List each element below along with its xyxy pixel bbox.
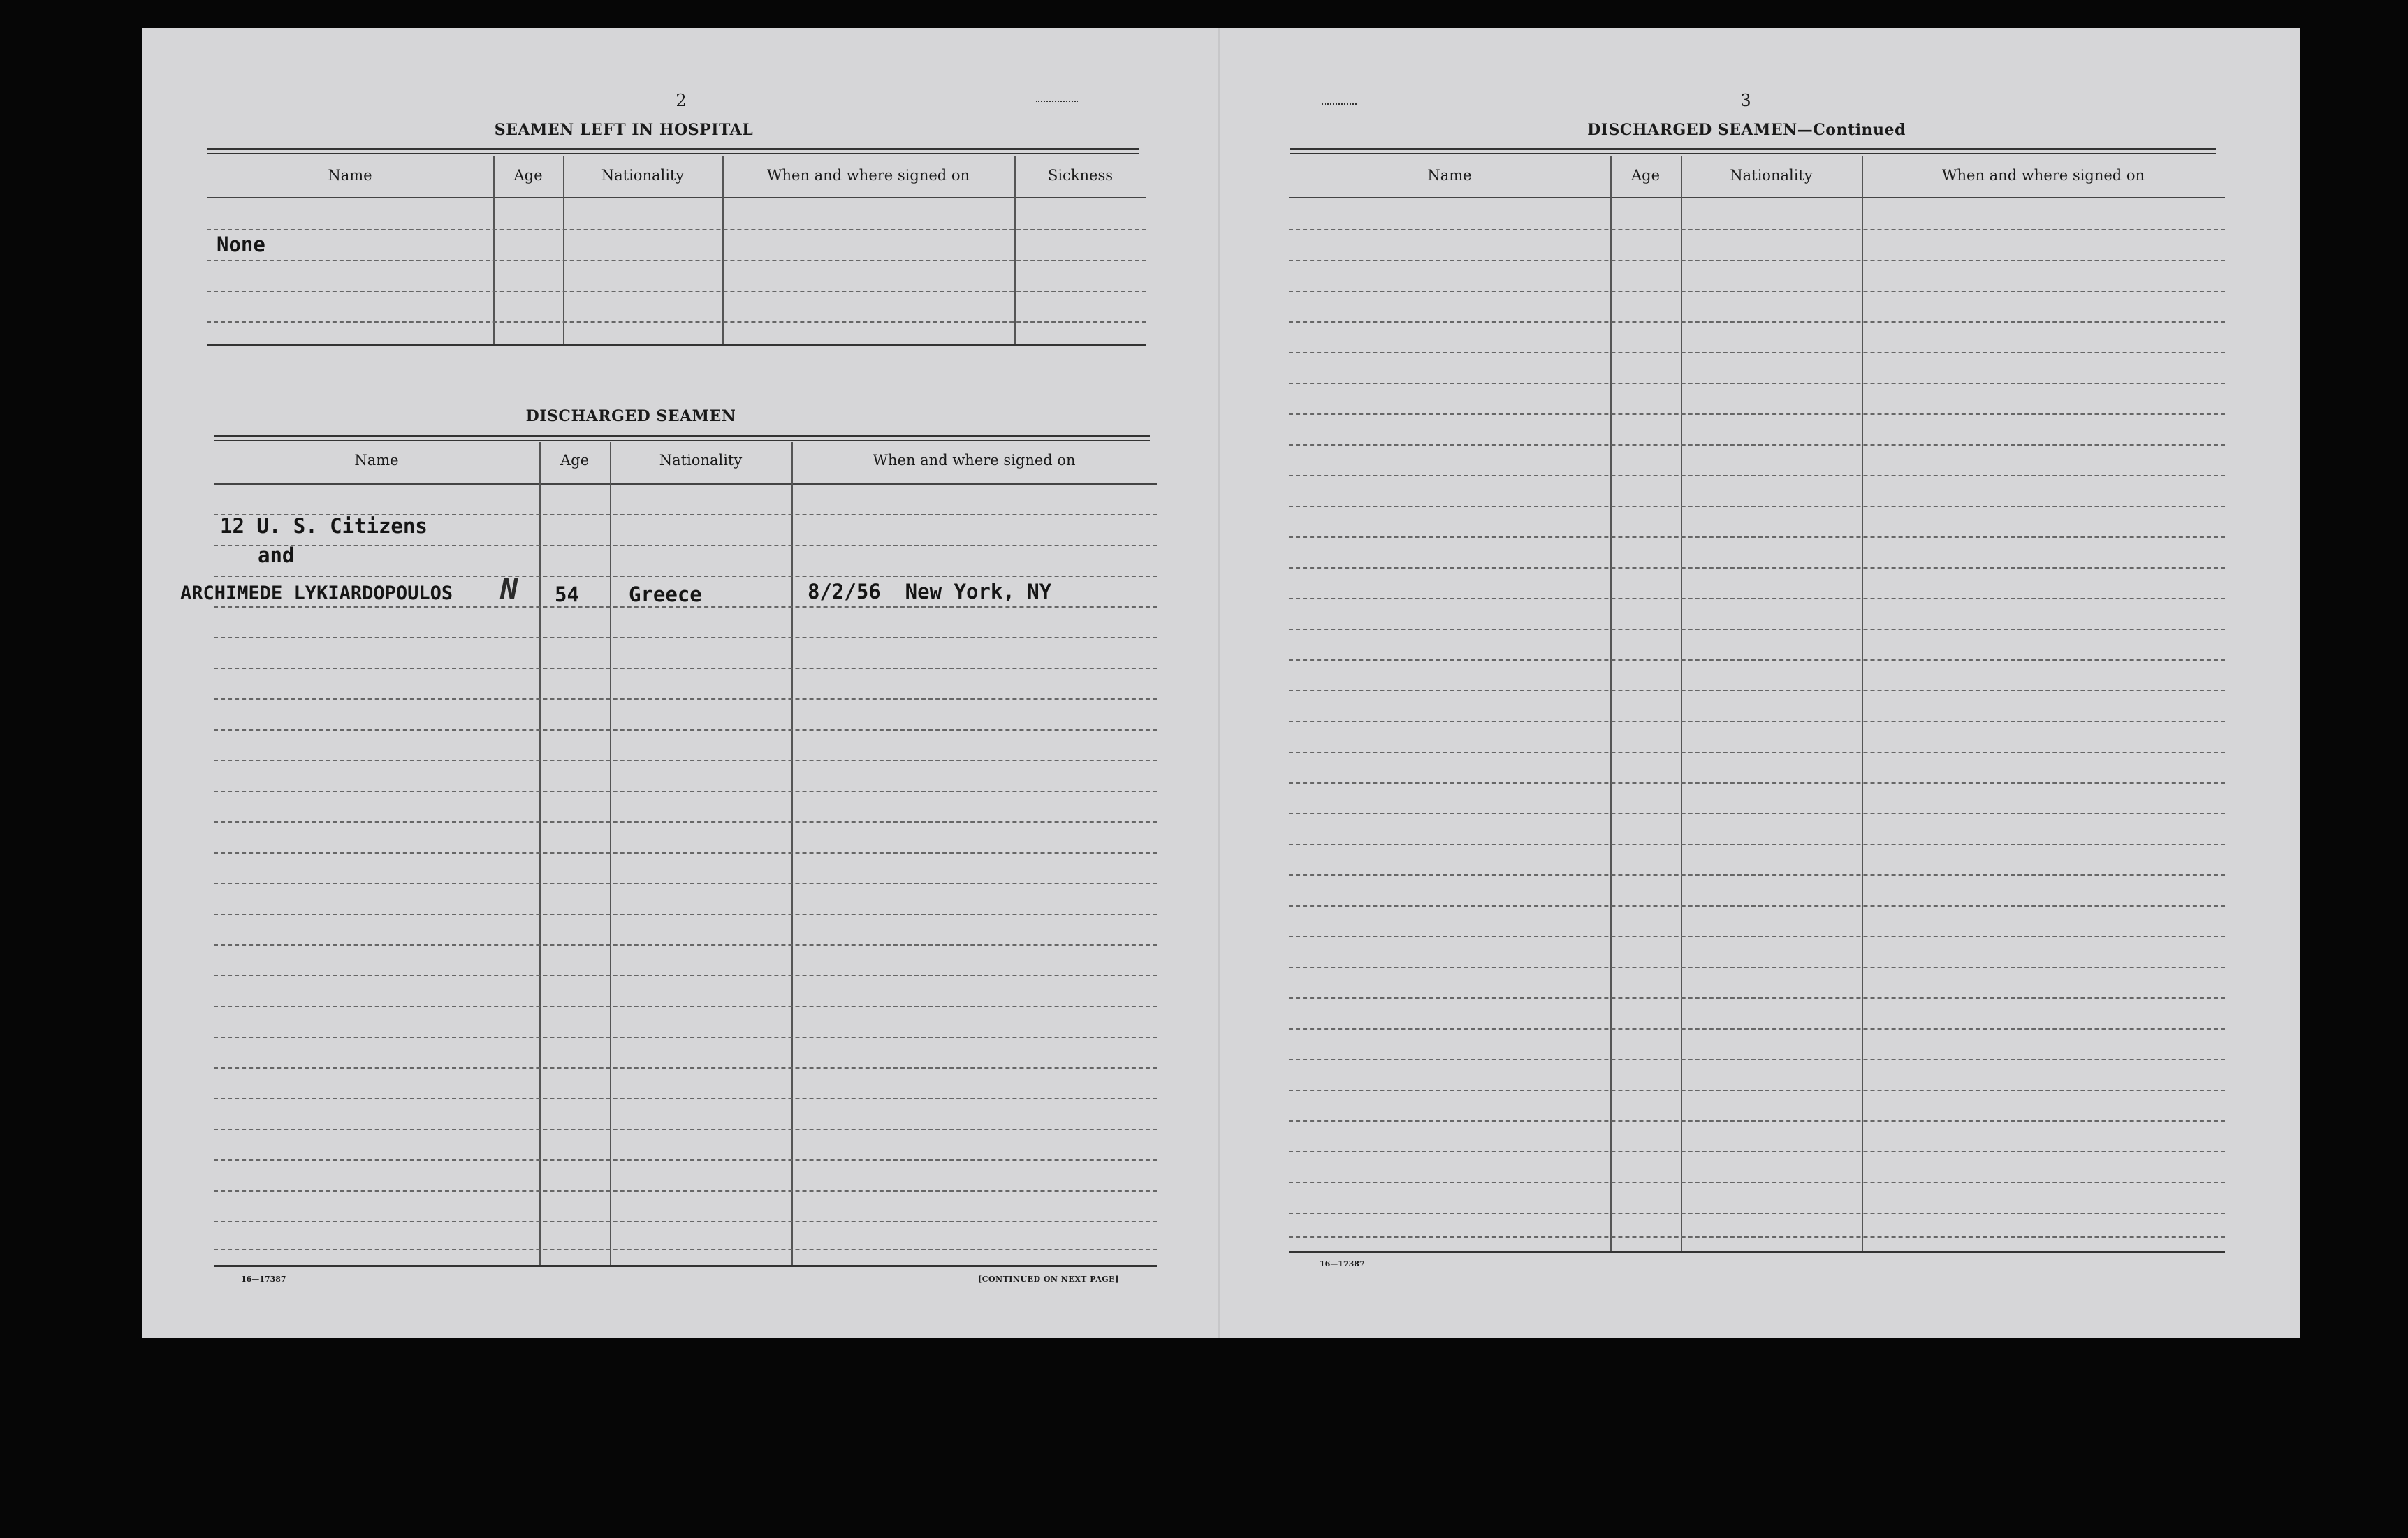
right-title-rule (1290, 148, 2216, 154)
ruled-line (214, 1067, 1157, 1069)
ruled-line (214, 852, 1157, 854)
ruled-line (214, 944, 1157, 946)
ruled-line (207, 260, 1146, 261)
left-page-number: 2 (676, 91, 687, 110)
col-divider (791, 442, 793, 1265)
ruled-line (207, 291, 1146, 292)
ruled-line (214, 975, 1157, 976)
ruled-line (1289, 383, 2225, 384)
ruled-line (214, 576, 1157, 577)
col-divider (563, 156, 564, 344)
ruled-line (1289, 1213, 2225, 1214)
stray-mark (1322, 103, 1357, 107)
entry-and: and (258, 543, 295, 567)
entry-seaman-age: 54 (555, 583, 579, 606)
ruled-line (1289, 352, 2225, 353)
col-sickness-header: Sickness (1047, 167, 1114, 184)
document-sheet (142, 28, 2300, 1338)
ruled-line (1289, 752, 2225, 753)
col-divider (493, 156, 495, 344)
ruled-line (1289, 936, 2225, 937)
hospital-table (207, 156, 1146, 386)
ruled-line (1289, 260, 2225, 261)
col-signed-on-header: When and where signed on (1941, 167, 2145, 184)
ruled-line (1289, 1090, 2225, 1091)
ruled-line (1289, 567, 2225, 569)
col-signed-on-header: When and where signed on (873, 452, 1076, 469)
col-age-header: Age (513, 167, 543, 184)
ruled-line (1289, 1059, 2225, 1060)
ruled-line (1289, 690, 2225, 691)
table-bottom-rule (214, 1265, 1157, 1267)
col-age-header: Age (560, 452, 590, 469)
ruled-line (207, 321, 1146, 323)
ruled-line (1289, 967, 2225, 968)
ruled-line (214, 1221, 1157, 1222)
hospital-section-title: SEAMEN LEFT IN HOSPITAL (494, 121, 754, 139)
ruled-line (1289, 536, 2225, 538)
ruled-line (214, 1190, 1157, 1192)
ruled-line (1289, 506, 2225, 507)
ruled-line (214, 883, 1157, 884)
ruled-line (1289, 229, 2225, 230)
discharged-table-header (214, 442, 1157, 485)
col-divider (722, 156, 724, 344)
continued-table (1289, 156, 2225, 1256)
ruled-line (214, 668, 1157, 669)
hospital-entry-none: None (217, 233, 265, 256)
ruled-line (1289, 874, 2225, 876)
col-nationality-header: Nationality (1730, 167, 1813, 184)
ruled-line (214, 821, 1157, 823)
ruled-line (214, 606, 1157, 608)
ruled-line (1289, 291, 2225, 292)
ruled-line (1289, 444, 2225, 446)
col-divider (1862, 156, 1863, 1251)
left-page (142, 28, 1218, 1338)
ruled-line (1289, 1236, 2225, 1238)
hospital-table-header (207, 156, 1146, 198)
ruled-line (214, 1006, 1157, 1007)
ruled-line (1289, 1120, 2225, 1122)
ruled-line (1289, 844, 2225, 845)
hospital-title-rule (207, 148, 1139, 154)
right-page (1220, 28, 2300, 1338)
ruled-line (207, 229, 1146, 230)
entry-seaman-signed-on: 8/2/56 New York, NY (808, 580, 1052, 603)
ruled-line (214, 698, 1157, 700)
ruled-line (1289, 659, 2225, 661)
ruled-line (214, 914, 1157, 915)
ruled-line (214, 637, 1157, 638)
col-name-header: Name (1427, 167, 1472, 184)
entry-us-citizens: 12 U. S. Citizens (220, 514, 428, 538)
ruled-line (214, 1098, 1157, 1099)
continued-table-header (1289, 156, 2225, 198)
col-divider (1014, 156, 1016, 344)
ruled-line (1289, 1028, 2225, 1030)
ruled-line (214, 545, 1157, 546)
table-bottom-rule (1289, 1251, 2225, 1253)
ruled-line (1289, 413, 2225, 415)
ruled-line (1289, 475, 2225, 476)
col-divider (539, 442, 541, 1265)
entry-seaman-nationality: Greece (629, 583, 702, 606)
left-form-number: 16—17387 (241, 1275, 286, 1284)
ruled-line (1289, 598, 2225, 599)
right-page-number: 3 (1740, 91, 1751, 110)
ruled-line (1289, 1182, 2225, 1183)
continued-note: [CONTINUED ON NEXT PAGE] (978, 1275, 1119, 1284)
ruled-line (1289, 629, 2225, 630)
ruled-line (1289, 813, 2225, 814)
discharged-title-rule (214, 435, 1150, 441)
ruled-line (214, 1249, 1157, 1250)
ruled-line (214, 1129, 1157, 1130)
entry-check-mark: N (500, 572, 518, 606)
col-divider (610, 442, 611, 1265)
col-nationality-header: Nationality (601, 167, 685, 184)
col-age-header: Age (1630, 167, 1661, 184)
discharged-section-title: DISCHARGED SEAMEN (525, 407, 736, 425)
right-section-title: DISCHARGED SEAMEN—Continued (1587, 121, 1906, 139)
table-bottom-rule (207, 344, 1146, 346)
col-nationality-header: Nationality (659, 452, 743, 469)
ruled-line (1289, 321, 2225, 323)
col-divider (1681, 156, 1682, 1251)
ruled-line (1289, 782, 2225, 784)
col-divider (1610, 156, 1612, 1251)
entry-seaman-name: ARCHIMEDE LYKIARDOPOULOS (180, 583, 453, 604)
ruled-line (214, 1159, 1157, 1161)
ruled-line (1289, 997, 2225, 999)
ruled-line (1289, 905, 2225, 907)
ruled-line (214, 791, 1157, 792)
col-signed-on-header: When and where signed on (766, 167, 970, 184)
col-name-header: Name (354, 452, 399, 469)
ruled-line (214, 760, 1157, 761)
ruled-line (1289, 1151, 2225, 1152)
col-name-header: Name (328, 167, 372, 184)
ruled-line (214, 729, 1157, 731)
right-form-number: 16—17387 (1320, 1259, 1365, 1268)
ruled-line (214, 1037, 1157, 1038)
discharged-table (180, 442, 1157, 1266)
ruled-line (1289, 721, 2225, 722)
stray-mark (1036, 101, 1078, 104)
